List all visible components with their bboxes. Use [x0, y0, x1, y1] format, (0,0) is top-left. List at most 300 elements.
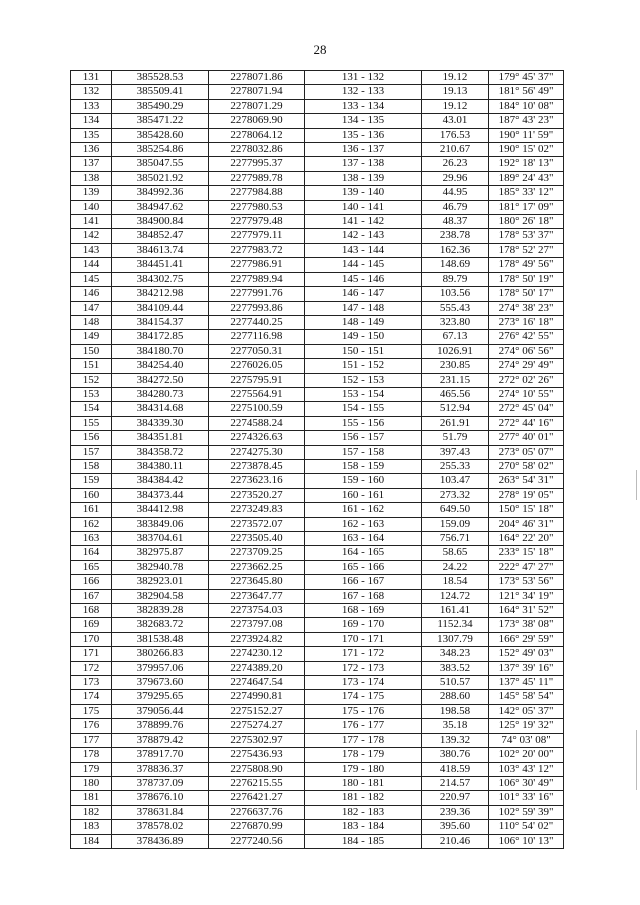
point-number-cell: 166: [71, 575, 112, 589]
angle-cell: 190° 15' 02": [489, 143, 564, 157]
length-cell: 210.67: [422, 143, 489, 157]
y-coordinate-cell: 2273572.07: [209, 517, 305, 531]
segment-cell: 153 - 154: [305, 387, 422, 401]
y-coordinate-cell: 2274588.24: [209, 416, 305, 430]
length-cell: 555.43: [422, 301, 489, 315]
table-row: [71, 589, 564, 603]
length-cell: 176.53: [422, 128, 489, 142]
y-coordinate-cell: 2275795.91: [209, 373, 305, 387]
y-coordinate-cell: 2275436.93: [209, 748, 305, 762]
y-coordinate-cell: 2276421.27: [209, 791, 305, 805]
segment-cell: 134 - 135: [305, 114, 422, 128]
length-cell: 161.41: [422, 604, 489, 618]
segment-cell: 133 - 134: [305, 99, 422, 113]
y-coordinate-cell: 2273505.40: [209, 532, 305, 546]
length-cell: 512.94: [422, 402, 489, 416]
x-coordinate-cell: 384992.36: [112, 186, 209, 200]
table-row: [71, 416, 564, 430]
segment-cell: 147 - 148: [305, 301, 422, 315]
point-number-cell: 170: [71, 632, 112, 646]
angle-cell: 277° 40' 01": [489, 431, 564, 445]
table-row: [71, 359, 564, 373]
y-coordinate-cell: 2277986.91: [209, 258, 305, 272]
segment-cell: 145 - 146: [305, 272, 422, 286]
y-coordinate-cell: 2274326.63: [209, 431, 305, 445]
y-coordinate-cell: 2273647.77: [209, 589, 305, 603]
point-number-cell: 183: [71, 820, 112, 834]
length-cell: 44.95: [422, 186, 489, 200]
length-cell: 255.33: [422, 459, 489, 473]
segment-cell: 139 - 140: [305, 186, 422, 200]
angle-cell: 233° 15' 18": [489, 546, 564, 560]
length-cell: 29.96: [422, 171, 489, 185]
y-coordinate-cell: 2277989.78: [209, 171, 305, 185]
table-row: [71, 186, 564, 200]
length-cell: 103.47: [422, 474, 489, 488]
segment-cell: 163 - 164: [305, 532, 422, 546]
x-coordinate-cell: 378836.37: [112, 762, 209, 776]
point-number-cell: 178: [71, 748, 112, 762]
length-cell: 1152.34: [422, 618, 489, 632]
coordinates-table-body: [71, 71, 564, 849]
angle-cell: 184° 10' 08": [489, 99, 564, 113]
table-row: [71, 258, 564, 272]
table-row: [71, 128, 564, 142]
point-number-cell: 141: [71, 215, 112, 229]
segment-cell: 171 - 172: [305, 647, 422, 661]
table-row: [71, 517, 564, 531]
angle-cell: 178° 49' 56": [489, 258, 564, 272]
angle-cell: 110° 54' 02": [489, 820, 564, 834]
x-coordinate-cell: 381538.48: [112, 632, 209, 646]
point-number-cell: 147: [71, 301, 112, 315]
table-row: [71, 661, 564, 675]
point-number-cell: 160: [71, 488, 112, 502]
x-coordinate-cell: 382940.78: [112, 560, 209, 574]
x-coordinate-cell: 384314.68: [112, 402, 209, 416]
length-cell: 46.79: [422, 200, 489, 214]
x-coordinate-cell: 384272.50: [112, 373, 209, 387]
y-coordinate-cell: 2273878.45: [209, 459, 305, 473]
length-cell: 89.79: [422, 272, 489, 286]
y-coordinate-cell: 2277116.98: [209, 330, 305, 344]
angle-cell: 145° 58' 54": [489, 690, 564, 704]
segment-cell: 168 - 169: [305, 604, 422, 618]
x-coordinate-cell: 382839.28: [112, 604, 209, 618]
point-number-cell: 180: [71, 776, 112, 790]
table-row: [71, 387, 564, 401]
y-coordinate-cell: 2276026.05: [209, 359, 305, 373]
angle-cell: 121° 34' 19": [489, 589, 564, 603]
x-coordinate-cell: 379056.44: [112, 704, 209, 718]
segment-cell: 182 - 183: [305, 805, 422, 819]
angle-cell: 190° 11' 59": [489, 128, 564, 142]
segment-cell: 141 - 142: [305, 215, 422, 229]
angle-cell: 102° 59' 39": [489, 805, 564, 819]
y-coordinate-cell: 2273709.25: [209, 546, 305, 560]
angle-cell: 192° 18' 13": [489, 157, 564, 171]
table-row: [71, 474, 564, 488]
x-coordinate-cell: 378879.42: [112, 733, 209, 747]
point-number-cell: 148: [71, 315, 112, 329]
x-coordinate-cell: 384254.40: [112, 359, 209, 373]
segment-cell: 131 - 132: [305, 71, 422, 85]
x-coordinate-cell: 384384.42: [112, 474, 209, 488]
point-number-cell: 151: [71, 359, 112, 373]
point-number-cell: 171: [71, 647, 112, 661]
segment-cell: 175 - 176: [305, 704, 422, 718]
length-cell: 261.91: [422, 416, 489, 430]
point-number-cell: 134: [71, 114, 112, 128]
table-row: [71, 171, 564, 185]
table-row: [71, 431, 564, 445]
table-row: [71, 459, 564, 473]
point-number-cell: 182: [71, 805, 112, 819]
length-cell: 124.72: [422, 589, 489, 603]
length-cell: 465.56: [422, 387, 489, 401]
angle-cell: 142° 05' 37": [489, 704, 564, 718]
y-coordinate-cell: 2277980.53: [209, 200, 305, 214]
segment-cell: 165 - 166: [305, 560, 422, 574]
point-number-cell: 184: [71, 834, 112, 848]
y-coordinate-cell: 2273645.80: [209, 575, 305, 589]
point-number-cell: 172: [71, 661, 112, 675]
y-coordinate-cell: 2278071.94: [209, 85, 305, 99]
length-cell: 395.60: [422, 820, 489, 834]
length-cell: 18.54: [422, 575, 489, 589]
length-cell: 26.23: [422, 157, 489, 171]
y-coordinate-cell: 2275152.27: [209, 704, 305, 718]
length-cell: 67.13: [422, 330, 489, 344]
angle-cell: 178° 50' 17": [489, 287, 564, 301]
angle-cell: 164° 22' 20": [489, 532, 564, 546]
point-number-cell: 158: [71, 459, 112, 473]
y-coordinate-cell: 2276870.99: [209, 820, 305, 834]
y-coordinate-cell: 2277993.86: [209, 301, 305, 315]
angle-cell: 152° 49' 03": [489, 647, 564, 661]
y-coordinate-cell: 2273520.27: [209, 488, 305, 502]
angle-cell: 137° 39' 16": [489, 661, 564, 675]
length-cell: 383.52: [422, 661, 489, 675]
table-row: [71, 820, 564, 834]
point-number-cell: 155: [71, 416, 112, 430]
point-number-cell: 162: [71, 517, 112, 531]
y-coordinate-cell: 2277979.48: [209, 215, 305, 229]
point-number-cell: 144: [71, 258, 112, 272]
point-number-cell: 132: [71, 85, 112, 99]
angle-cell: 180° 26' 18": [489, 215, 564, 229]
y-coordinate-cell: 2275302.97: [209, 733, 305, 747]
angle-cell: 164° 31' 52": [489, 604, 564, 618]
length-cell: 159.09: [422, 517, 489, 531]
length-cell: 510.57: [422, 676, 489, 690]
table-row: [71, 157, 564, 171]
segment-cell: 149 - 150: [305, 330, 422, 344]
x-coordinate-cell: 384172.85: [112, 330, 209, 344]
y-coordinate-cell: 2277991.76: [209, 287, 305, 301]
length-cell: 35.18: [422, 719, 489, 733]
x-coordinate-cell: 382683.72: [112, 618, 209, 632]
y-coordinate-cell: 2273797.08: [209, 618, 305, 632]
point-number-cell: 175: [71, 704, 112, 718]
segment-cell: 135 - 136: [305, 128, 422, 142]
table-row: [71, 301, 564, 315]
x-coordinate-cell: 384380.11: [112, 459, 209, 473]
y-coordinate-cell: 2278071.29: [209, 99, 305, 113]
segment-cell: 160 - 161: [305, 488, 422, 502]
x-coordinate-cell: 384280.73: [112, 387, 209, 401]
x-coordinate-cell: 384339.30: [112, 416, 209, 430]
y-coordinate-cell: 2274275.30: [209, 445, 305, 459]
angle-cell: 101° 33' 16": [489, 791, 564, 805]
table-row: [71, 632, 564, 646]
length-cell: 162.36: [422, 243, 489, 257]
segment-cell: 170 - 171: [305, 632, 422, 646]
y-coordinate-cell: 2277995.37: [209, 157, 305, 171]
x-coordinate-cell: 384451.41: [112, 258, 209, 272]
y-coordinate-cell: 2276637.76: [209, 805, 305, 819]
length-cell: 273.32: [422, 488, 489, 502]
angle-cell: 274° 38' 23": [489, 301, 564, 315]
angle-cell: 173° 53' 56": [489, 575, 564, 589]
table-row: [71, 647, 564, 661]
angle-cell: 263° 54' 31": [489, 474, 564, 488]
segment-cell: 155 - 156: [305, 416, 422, 430]
x-coordinate-cell: 384358.72: [112, 445, 209, 459]
angle-cell: 273° 16' 18": [489, 315, 564, 329]
table-row: [71, 114, 564, 128]
segment-cell: 172 - 173: [305, 661, 422, 675]
segment-cell: 132 - 133: [305, 85, 422, 99]
segment-cell: 157 - 158: [305, 445, 422, 459]
table-row: [71, 287, 564, 301]
point-number-cell: 181: [71, 791, 112, 805]
x-coordinate-cell: 383704.61: [112, 532, 209, 546]
point-number-cell: 150: [71, 344, 112, 358]
table-row: [71, 776, 564, 790]
x-coordinate-cell: 378676.10: [112, 791, 209, 805]
angle-cell: 189° 24' 43": [489, 171, 564, 185]
segment-cell: 137 - 138: [305, 157, 422, 171]
angle-cell: 222° 47' 27": [489, 560, 564, 574]
x-coordinate-cell: 384154.37: [112, 315, 209, 329]
length-cell: 48.37: [422, 215, 489, 229]
length-cell: 103.56: [422, 287, 489, 301]
angle-cell: 181° 17' 09": [489, 200, 564, 214]
segment-cell: 158 - 159: [305, 459, 422, 473]
y-coordinate-cell: 2278069.90: [209, 114, 305, 128]
table-row: [71, 488, 564, 502]
table-row: [71, 604, 564, 618]
point-number-cell: 140: [71, 200, 112, 214]
point-number-cell: 159: [71, 474, 112, 488]
y-coordinate-cell: 2278032.86: [209, 143, 305, 157]
table-row: [71, 85, 564, 99]
segment-cell: 166 - 167: [305, 575, 422, 589]
x-coordinate-cell: 379957.06: [112, 661, 209, 675]
length-cell: 323.80: [422, 315, 489, 329]
angle-cell: 187° 43' 23": [489, 114, 564, 128]
segment-cell: 142 - 143: [305, 229, 422, 243]
x-coordinate-cell: 384212.98: [112, 287, 209, 301]
table-row: [71, 834, 564, 848]
table-row: [71, 560, 564, 574]
x-coordinate-cell: 379295.65: [112, 690, 209, 704]
y-coordinate-cell: 2276215.55: [209, 776, 305, 790]
point-number-cell: 169: [71, 618, 112, 632]
angle-cell: 274° 10' 55": [489, 387, 564, 401]
point-number-cell: 133: [71, 99, 112, 113]
x-coordinate-cell: 384947.62: [112, 200, 209, 214]
segment-cell: 148 - 149: [305, 315, 422, 329]
point-number-cell: 163: [71, 532, 112, 546]
table-row: [71, 690, 564, 704]
angle-cell: 278° 19' 05": [489, 488, 564, 502]
x-coordinate-cell: 384180.70: [112, 344, 209, 358]
table-row: [71, 71, 564, 85]
angle-cell: 273° 05' 07": [489, 445, 564, 459]
angle-cell: 274° 29' 49": [489, 359, 564, 373]
angle-cell: 150° 15' 18": [489, 503, 564, 517]
angle-cell: 103° 43' 12": [489, 762, 564, 776]
segment-cell: 178 - 179: [305, 748, 422, 762]
length-cell: 230.85: [422, 359, 489, 373]
angle-cell: 178° 52' 27": [489, 243, 564, 257]
length-cell: 214.57: [422, 776, 489, 790]
segment-cell: 161 - 162: [305, 503, 422, 517]
point-number-cell: 156: [71, 431, 112, 445]
x-coordinate-cell: 379673.60: [112, 676, 209, 690]
x-coordinate-cell: 384302.75: [112, 272, 209, 286]
point-number-cell: 161: [71, 503, 112, 517]
point-number-cell: 165: [71, 560, 112, 574]
angle-cell: 106° 30' 49": [489, 776, 564, 790]
y-coordinate-cell: 2275274.27: [209, 719, 305, 733]
table-row: [71, 143, 564, 157]
point-number-cell: 152: [71, 373, 112, 387]
table-row: [71, 719, 564, 733]
x-coordinate-cell: 385509.41: [112, 85, 209, 99]
segment-cell: 144 - 145: [305, 258, 422, 272]
table-row: [71, 503, 564, 517]
scan-edge-mark: [636, 730, 637, 790]
x-coordinate-cell: 383849.06: [112, 517, 209, 531]
segment-cell: 184 - 185: [305, 834, 422, 848]
segment-cell: 167 - 168: [305, 589, 422, 603]
table-row: [71, 99, 564, 113]
length-cell: 649.50: [422, 503, 489, 517]
point-number-cell: 145: [71, 272, 112, 286]
length-cell: 288.60: [422, 690, 489, 704]
segment-cell: 164 - 165: [305, 546, 422, 560]
angle-cell: 178° 50' 19": [489, 272, 564, 286]
length-cell: 238.78: [422, 229, 489, 243]
y-coordinate-cell: 2277983.72: [209, 243, 305, 257]
table-row: [71, 229, 564, 243]
y-coordinate-cell: 2274389.20: [209, 661, 305, 675]
point-number-cell: 167: [71, 589, 112, 603]
table-row: [71, 546, 564, 560]
table-row: [71, 532, 564, 546]
angle-cell: 272° 44' 16": [489, 416, 564, 430]
point-number-cell: 176: [71, 719, 112, 733]
y-coordinate-cell: 2277050.31: [209, 344, 305, 358]
segment-cell: 150 - 151: [305, 344, 422, 358]
x-coordinate-cell: 385528.53: [112, 71, 209, 85]
y-coordinate-cell: 2278071.86: [209, 71, 305, 85]
angle-cell: 181° 56' 49": [489, 85, 564, 99]
table-row: [71, 445, 564, 459]
angle-cell: 102° 20' 00": [489, 748, 564, 762]
length-cell: 239.36: [422, 805, 489, 819]
angle-cell: 74° 03' 08": [489, 733, 564, 747]
table-row: [71, 704, 564, 718]
segment-cell: 181 - 182: [305, 791, 422, 805]
point-number-cell: 154: [71, 402, 112, 416]
x-coordinate-cell: 378917.70: [112, 748, 209, 762]
table-row: [71, 575, 564, 589]
table-row: [71, 762, 564, 776]
segment-cell: 183 - 184: [305, 820, 422, 834]
point-number-cell: 143: [71, 243, 112, 257]
segment-cell: 173 - 174: [305, 676, 422, 690]
x-coordinate-cell: 384852.47: [112, 229, 209, 243]
segment-cell: 162 - 163: [305, 517, 422, 531]
segment-cell: 156 - 157: [305, 431, 422, 445]
y-coordinate-cell: 2277989.94: [209, 272, 305, 286]
table-row: [71, 344, 564, 358]
y-coordinate-cell: 2277984.88: [209, 186, 305, 200]
y-coordinate-cell: 2277440.25: [209, 315, 305, 329]
y-coordinate-cell: 2273924.82: [209, 632, 305, 646]
length-cell: 19.12: [422, 71, 489, 85]
segment-cell: 176 - 177: [305, 719, 422, 733]
length-cell: 43.01: [422, 114, 489, 128]
angle-cell: 106° 10' 13": [489, 834, 564, 848]
point-number-cell: 137: [71, 157, 112, 171]
x-coordinate-cell: 385047.55: [112, 157, 209, 171]
y-coordinate-cell: 2275100.59: [209, 402, 305, 416]
point-number-cell: 177: [71, 733, 112, 747]
x-coordinate-cell: 378578.02: [112, 820, 209, 834]
length-cell: 24.22: [422, 560, 489, 574]
angle-cell: 270° 58' 02": [489, 459, 564, 473]
point-number-cell: 174: [71, 690, 112, 704]
x-coordinate-cell: 382904.58: [112, 589, 209, 603]
table-row: [71, 272, 564, 286]
angle-cell: 179° 45' 37": [489, 71, 564, 85]
table-row: [71, 315, 564, 329]
length-cell: 58.65: [422, 546, 489, 560]
point-number-cell: 136: [71, 143, 112, 157]
scan-edge-mark: [636, 470, 637, 500]
page-number: 28: [313, 42, 327, 57]
segment-cell: 138 - 139: [305, 171, 422, 185]
length-cell: 220.97: [422, 791, 489, 805]
table-row: [71, 676, 564, 690]
point-number-cell: 149: [71, 330, 112, 344]
angle-cell: 137° 45' 11": [489, 676, 564, 690]
x-coordinate-cell: 384613.74: [112, 243, 209, 257]
point-number-cell: 135: [71, 128, 112, 142]
length-cell: 1307.79: [422, 632, 489, 646]
segment-cell: 143 - 144: [305, 243, 422, 257]
x-coordinate-cell: 378631.84: [112, 805, 209, 819]
segment-cell: 136 - 137: [305, 143, 422, 157]
angle-cell: 272° 45' 04": [489, 402, 564, 416]
table-row: [71, 402, 564, 416]
point-number-cell: 179: [71, 762, 112, 776]
